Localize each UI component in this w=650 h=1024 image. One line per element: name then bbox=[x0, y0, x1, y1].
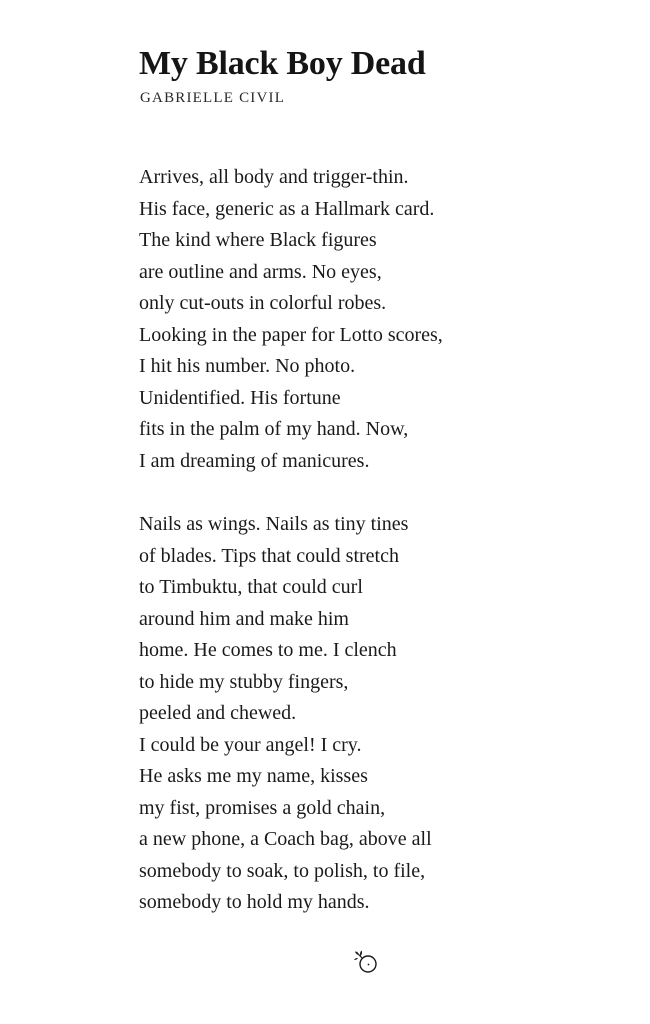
poem-line: to Timbuktu, that could curl bbox=[139, 576, 363, 598]
sprout-circle-ornament-icon bbox=[352, 946, 382, 976]
poem-line: my fist, promises a gold chain, bbox=[139, 796, 386, 819]
poem-line: Unidentified. His fortune bbox=[139, 386, 341, 409]
poem-line: Arrives, all body and trigger-thin. bbox=[139, 166, 409, 188]
poem-line: Nails as wings. Nails as tiny tines bbox=[139, 513, 409, 535]
poem-line: around him and make him bbox=[139, 607, 349, 630]
poem-line: fits in the palm of my hand. Now, bbox=[139, 418, 409, 440]
stanza bbox=[139, 162, 609, 477]
poem-line: Looking in the paper for Lotto scores, bbox=[139, 323, 443, 346]
poem-line: I am dreaming of manicures. bbox=[139, 449, 370, 472]
stanza bbox=[139, 509, 609, 919]
poem-line: somebody to hold my hands. bbox=[139, 891, 370, 913]
poem-title: My Black Boy Dead bbox=[139, 45, 426, 82]
poem-line: of blades. Tips that could stretch bbox=[139, 544, 399, 567]
poem-line: His face, generic as a Hallmark card. bbox=[139, 197, 435, 220]
poem-line: home. He comes to me. I clench bbox=[139, 639, 397, 661]
poem-line: He asks me my name, kisses bbox=[139, 765, 368, 787]
poem-author: GABRIELLE CIVIL bbox=[140, 90, 286, 106]
poem-line: I hit his number. No photo. bbox=[139, 355, 356, 377]
poem-body bbox=[139, 162, 609, 951]
poem-line: I could be your angel! I cry. bbox=[139, 733, 362, 756]
poem-line: a new phone, a Coach bag, above all bbox=[139, 828, 432, 850]
poem-line: are outline and arms. No eyes, bbox=[139, 260, 382, 283]
poem-line: only cut-outs in colorful robes. bbox=[139, 292, 387, 314]
poem-line: peeled and chewed. bbox=[139, 702, 297, 724]
poem-line: to hide my stubby fingers, bbox=[139, 670, 349, 693]
poem-line: The kind where Black figures bbox=[139, 229, 377, 251]
poem-line: somebody to soak, to polish, to file, bbox=[139, 859, 426, 882]
